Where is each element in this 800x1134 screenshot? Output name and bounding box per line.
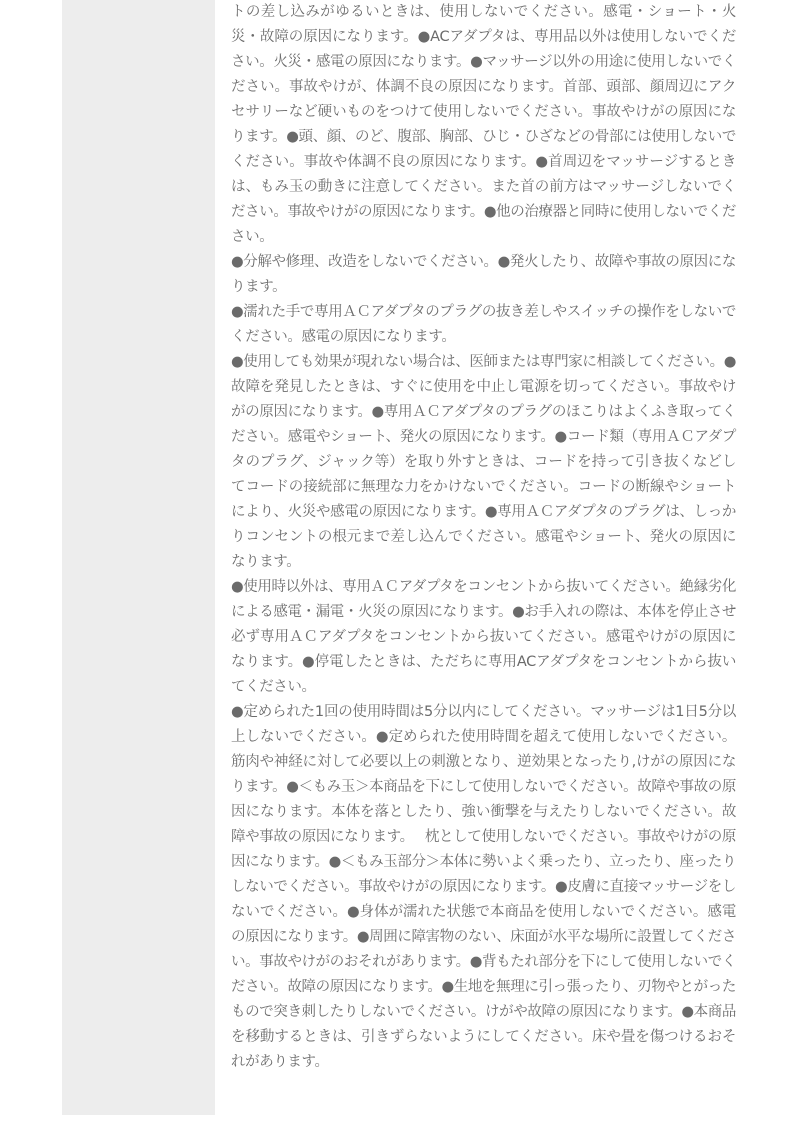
- left-sidebar-panel: [62, 0, 215, 1115]
- safety-notice-text: [231, 0, 736, 1075]
- notice-paragraph-6: ●定められた1回の使用時間は5分以内にしてください。マッサージは1日5分以上しないでください。●定められた使用時間を超えて使用しないでください。筋肉や神経に対して必要以上の刺激となり、逆効果となったり,けがの原因になります。●＜もみ玉＞本商品を下にして使用しないでください。故障や事故の原因になります。本体を落としたり、強い衝撃を与えたりしないでください。故障や事故の原因になります。 枕として使用しないでください。事故やけがの原因になります。●＜もみ玉部分＞本体に勢いよく乗ったり、立ったり、座ったりしないでください。事故やけがの原因になります。●皮膚に直接マッサージをしないでください。●身体が濡れた状態で本商品を使用しないでください。感電の原因になります。●周囲に障害物のない、床面が水平な場所に設置してください。事故やけがのおそれがあります。●背もたれ部分を下にして使用しないでください。故障の原因になります。●生地を無理に引っ張ったり、刃物やとがったもので突き刺したりしないでください。けがや故障の原因になります。●本商品を移動するときは、引きずらないようにしてください。床や畳を傷つけるおそれがあります。: [231, 704, 736, 1070]
- notice-paragraph-2: ●分解や修理、改造をしないでください。●発火したり、故障や事故の原因になります。: [231, 254, 736, 295]
- notice-paragraph-4: ●使用しても効果が現れない場合は、医師または専門家に相談してください。●故障を発見したときは、すぐに使用を中止し電源を切ってください。事故やけがの原因になります。●専用ＡＣアダプタのプラグのほこりはよくふき取ってください。感電やショート、発火の原因になります。●コード類（専用ＡＣアダプタのプラグ、ジャック等）を取り外すときは、コードを持って引き抜くなどしてコードの接続部に無理な力をかけないでください。コードの断線やショートにより、火災や感電の原因になります。●専用ＡＣアダプタのプラグは、しっかりコンセントの根元まで差し込んでください。感電やショート、発火の原因になります。: [231, 354, 736, 570]
- notice-paragraph-1: トの差し込みがゆるいときは、使用しないでください。感電・ショート・火災・故障の原因になります。●ACアダプタは、専用品以外は使用しないでください。火災・感電の原因になります。●マッサージ以外の用途に使用しないでください。事故やけが、体調不良の原因になります。首部、頭部、顔周辺にアクセサリーなど硬いものをつけて使用しないでください。事故やけがの原因になります。●頭、顔、のど、腹部、胸部、ひじ・ひざなどの骨部には使用しないでください。事故や体調不良の原因になります。●首周辺をマッサージするときは、もみ玉の動きに注意してください。また首の前方はマッサージしないでください。事故やけがの原因になります。●他の治療器と同時に使用しないでください。: [231, 4, 736, 245]
- notice-paragraph-3: ●濡れた手で専用ＡＣアダプタのプラグの抜き差しやスイッチの操作をしないでください。感電の原因になります。: [231, 304, 736, 345]
- notice-paragraph-5: ●使用時以外は、専用ＡＣアダプタをコンセントから抜いてください。絶縁劣化による感電・漏電・火災の原因になります。●お手入れの際は、本体を停止させ必ず専用ＡＣアダプタをコンセントから抜いてください。感電やけがの原因になります。●停電したときは、ただちに専用ACアダプタをコンセントから抜いてください。: [231, 579, 736, 695]
